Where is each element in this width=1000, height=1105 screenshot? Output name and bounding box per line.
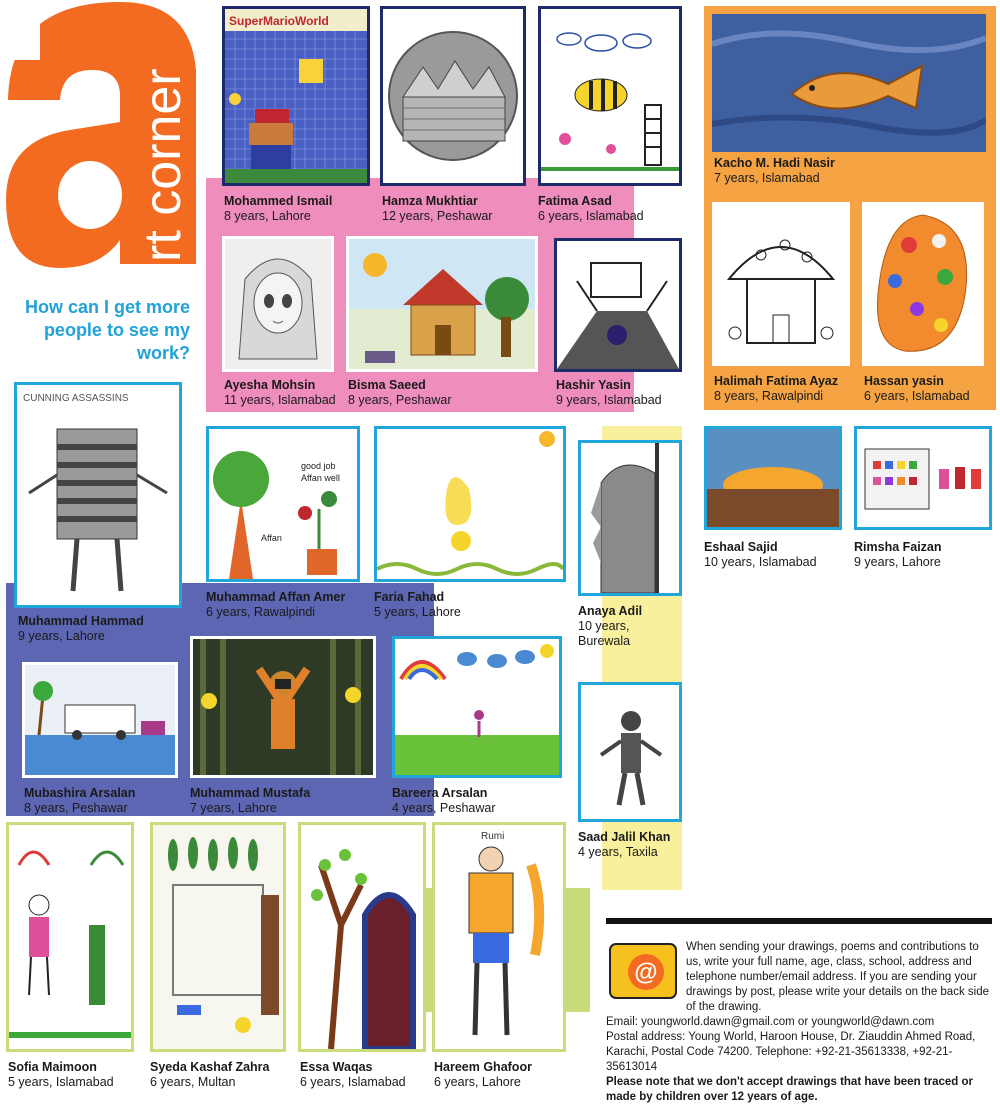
caption-ayesha-mohsin: Ayesha Mohsin 11 years, Islamabad <box>224 378 336 407</box>
mario-title: SuperMarioWorld <box>229 14 329 28</box>
artwork-forest-man[interactable] <box>190 636 376 778</box>
artwork-rainbow-field[interactable] <box>392 636 562 778</box>
artwork-mario[interactable] <box>222 6 370 186</box>
caption-fatima-asad: Fatima Asad 6 years, Islamabad <box>538 194 644 223</box>
artwork-striped-creature[interactable] <box>14 382 182 608</box>
artwork-profile-face[interactable] <box>578 440 682 596</box>
artwork-girls-garden[interactable] <box>6 822 134 1052</box>
artwork-house-tree[interactable] <box>346 236 538 372</box>
logo-text: rt corner <box>134 68 192 262</box>
caption-sofia-maimoon: Sofia Maimoon 5 years, Islamabad <box>8 1060 114 1089</box>
artwork-circle-wall[interactable] <box>380 6 526 186</box>
affan-name: Affan <box>261 533 282 543</box>
question-heading: How can I get more people to see my work? <box>24 297 190 363</box>
caption-eshaal-sajid: Eshaal Sajid 10 years, Islamabad <box>704 540 817 569</box>
caption-rimsha-faizan: Rimsha Faizan 9 years, Lahore <box>854 540 942 569</box>
artwork-cat-balloon[interactable] <box>374 426 566 582</box>
caption-syeda-kashaf-zahra: Syeda Kashaf Zahra 6 years, Multan <box>150 1060 270 1089</box>
artwork-tree-flower[interactable] <box>206 426 360 582</box>
caption-hareem-ghafoor: Hareem Ghafoor 6 years, Lahore <box>434 1060 532 1089</box>
artwork-bee[interactable] <box>538 6 682 186</box>
artwork-tree-door[interactable] <box>298 822 426 1052</box>
artwork-fish[interactable] <box>712 14 986 152</box>
art-corner-title <box>118 4 202 272</box>
caption-anaya-adil: Anaya Adil 10 years, Burewala <box>578 604 643 648</box>
artwork-bus-scene[interactable] <box>22 662 178 778</box>
caption-halimah-fatima-ayaz: Halimah Fatima Ayaz 8 years, Rawalpindi <box>714 374 839 403</box>
info-email: Email: youngworld.dawn@gmail.com or youngworld@dawn.com <box>606 1016 935 1028</box>
caption-saad-jalil-khan: Saad Jalil Khan 4 years, Taxila <box>578 830 671 859</box>
at-symbol: @ <box>634 959 658 986</box>
caption-bisma-saeed: Bisma Saeed 8 years, Peshawar <box>348 378 452 407</box>
artwork-leaves-frame[interactable] <box>150 822 286 1052</box>
caption-hashir-yasin: Hashir Yasin 9 years, Islamabad <box>556 378 662 407</box>
caption-mohammed-ismail: Mohammed Ismail 8 years, Lahore <box>224 194 333 223</box>
caption-muhammad-affan-amer: Muhammad Affan Amer 6 years, Rawalpindi <box>206 590 346 619</box>
artwork-robot[interactable] <box>578 682 682 822</box>
submission-info <box>606 940 996 1105</box>
caption-muhammad-hammad: Muhammad Hammad 9 years, Lahore <box>18 614 144 643</box>
caption-muhammad-mustafa: Muhammad Mustafa 7 years, Lahore <box>190 786 311 815</box>
artwork-tv-room[interactable] <box>554 238 682 372</box>
caption-bareera-arsalan: Bareera Arsalan 4 years, Peshawar <box>392 786 496 815</box>
artwork-sunset[interactable] <box>704 426 842 530</box>
artwork-nail-polish[interactable] <box>854 426 992 530</box>
caption-mubashira-arsalan: Mubashira Arsalan 8 years, Peshawar <box>24 786 136 815</box>
caption-faria-fahad: Faria Fahad 5 years, Lahore <box>374 590 461 619</box>
artwork-palette[interactable] <box>862 202 984 366</box>
info-divider <box>606 918 992 924</box>
artwork-mushroom-house[interactable] <box>712 202 850 366</box>
artwork-rumi-figure[interactable] <box>432 822 566 1052</box>
caption-kacho-hadi-nasir: Kacho M. Hadi Nasir 7 years, Islamabad <box>714 156 835 185</box>
affan-note2: Affan well <box>301 473 340 483</box>
artwork-anime-girl[interactable] <box>222 236 334 372</box>
caption-hamza-mukhtiar: Hamza Mukhtiar 12 years, Peshawar <box>382 194 493 223</box>
caption-hassan-yasin: Hassan yasin 6 years, Islamabad <box>864 374 970 403</box>
info-note: Please note that we don't accept drawings that have been traced or made by children over 12 years of age. <box>606 1076 973 1103</box>
caption-essa-waqas: Essa Waqas 6 years, Islamabad <box>300 1060 406 1089</box>
info-postal: Postal address: Young World, Haroon House, Dr. Ziauddin Ahmed Road, Karachi, Postal Code 74200. Telephone: +92-21-35613338, +92-21-35613014 <box>606 1031 976 1073</box>
affan-note1: good job <box>301 461 336 471</box>
hareem-label: Rumi <box>481 831 505 842</box>
wall-title: CUNNING ASSASSINS <box>23 393 129 404</box>
info-paragraph: When sending your drawings, poems and contributions to us, write your full name, age, class, school, address and telephone number/email address. If you are sending your drawings by post, please write your details on the back side of the drawing. <box>686 941 989 1013</box>
